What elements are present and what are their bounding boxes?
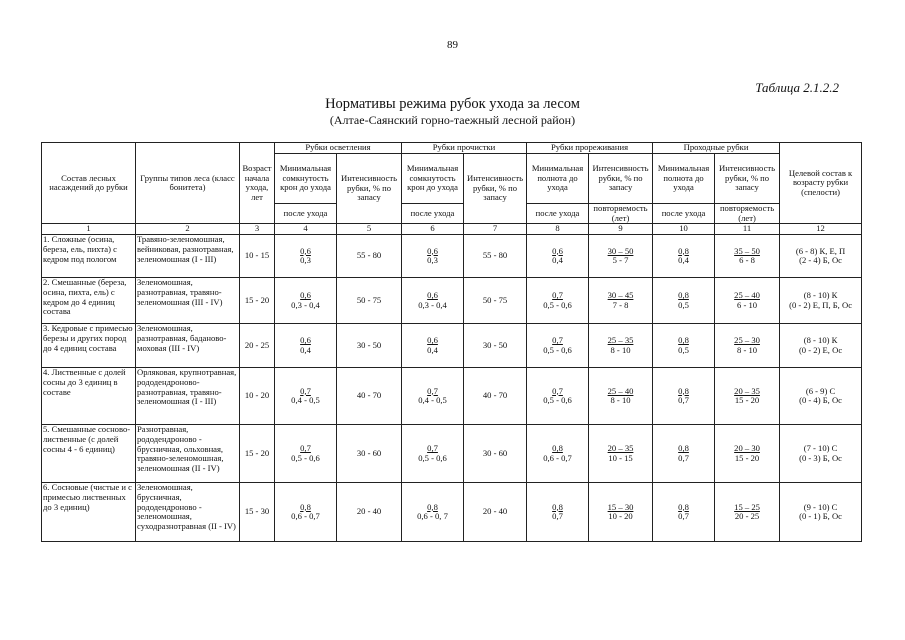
- cell-pro-closure-bottom: 0,4: [427, 344, 438, 355]
- header-prh-intensity: Интенсивность рубки, % по запасу: [715, 154, 780, 204]
- cell-start-age: 15 - 20: [240, 425, 275, 483]
- cell-osv-intensity: 50 - 75: [337, 278, 402, 324]
- column-number: 2: [136, 224, 240, 235]
- column-number: 4: [275, 224, 337, 235]
- cell-prz-density-top: 0,8: [552, 443, 563, 454]
- cell-prz-intensity: [589, 425, 653, 483]
- header-prz-min-density: Минимальная полнота до ухода: [527, 154, 589, 204]
- cell-pro-closure-bottom: 0,3: [427, 255, 438, 266]
- cell-osv-closure: [275, 324, 337, 368]
- column-number: 7: [464, 224, 527, 235]
- cell-start-age: 10 - 20: [240, 368, 275, 425]
- page-subtitle: (Алтае-Саянский горно-таежный лесной район): [329, 113, 576, 127]
- header-composition: Состав лесных насаждений до рубки: [42, 143, 136, 224]
- cell-target-admixture: (2 - 4) Б, Ос: [799, 255, 842, 266]
- header-group-prorezhivaniya: Рубки прореживания: [527, 143, 653, 154]
- header-prz-after: после ухода: [527, 204, 589, 224]
- cell-prh-density-bottom: 0,7: [678, 511, 689, 522]
- column-number: 12: [780, 224, 862, 235]
- cell-prh-density-top: 0,8: [678, 335, 689, 346]
- table-row: [42, 483, 862, 542]
- cell-prz-intensity: [589, 483, 653, 542]
- cell-prh-intensity: [715, 368, 780, 425]
- cell-composition: 3. Кедровые с примесью березы и других пород до 4 единиц состава: [42, 324, 136, 368]
- cell-composition: 5. Смешанные сосново-лиственные (с долей сосны 4 - 6 единиц): [42, 425, 136, 483]
- cell-prh-density-bottom: 0,4: [678, 255, 689, 266]
- cell-prz-density-top: 0,8: [552, 501, 563, 512]
- cell-target: [780, 368, 862, 425]
- cell-prh-density: [653, 483, 715, 542]
- cell-osv-closure-bottom: 0,6 - 0,7: [291, 511, 320, 522]
- cell-target-admixture: (0 - 4) Б, Ос: [799, 395, 842, 406]
- cell-osv-intensity: 30 - 60: [337, 425, 402, 483]
- cell-prh-density-bottom: 0,5: [678, 344, 689, 355]
- cell-prz-density: [527, 278, 589, 324]
- cell-target-main: (6 - 8) К, Е, П: [795, 245, 846, 256]
- page-title: Нормативы режима рубок ухода за лесом: [325, 96, 580, 112]
- cell-prz-intensity-bottom: 8 - 10: [610, 395, 631, 406]
- cell-prh-intensity-top: 35 – 50: [734, 245, 760, 256]
- header-target: Целевой состав к возрасту рубки (спелости): [780, 143, 862, 224]
- cell-prh-density: [653, 324, 715, 368]
- cell-osv-intensity: 40 - 70: [337, 368, 402, 425]
- cell-start-age: 10 - 15: [240, 235, 275, 278]
- cell-pro-closure-top: 0,6: [427, 290, 438, 301]
- cell-prz-intensity-top: 20 – 35: [607, 443, 634, 454]
- cell-prz-intensity: [589, 368, 653, 425]
- cell-target-main: (7 - 10) С: [803, 443, 838, 454]
- cell-prz-density-top: 0,7: [552, 290, 563, 301]
- table-row: [42, 425, 862, 483]
- cell-start-age: 15 - 30: [240, 483, 275, 542]
- header-forest-types: Группы типов леса (класс бонитета): [136, 143, 240, 224]
- cell-pro-intensity: 55 - 80: [464, 235, 527, 278]
- cell-prh-intensity-top: 25 – 40: [734, 290, 760, 301]
- cell-target-main: (8 - 10) К: [803, 290, 838, 301]
- cell-osv-closure: [275, 483, 337, 542]
- cell-prh-intensity-bottom: 8 - 10: [737, 344, 758, 355]
- header-prh-min-density: Минимальная полнота до ухода: [653, 154, 715, 204]
- cell-target: [780, 235, 862, 278]
- cell-prh-density: [653, 235, 715, 278]
- cell-prh-density-top: 0,8: [678, 245, 689, 256]
- cell-pro-closure: [402, 235, 464, 278]
- cell-osv-intensity: 30 - 50: [337, 324, 402, 368]
- norms-table: [41, 142, 862, 542]
- cell-pro-closure-bottom: 0,4 - 0,5: [418, 395, 447, 406]
- cell-pro-closure-top: 0,7: [427, 385, 438, 396]
- cell-prh-density-top: 0,8: [678, 443, 689, 454]
- cell-pro-closure-top: 0,6: [427, 245, 438, 256]
- cell-forest-types: Зеленомошная, разнотравная, баданово-моховая (III - IV): [136, 324, 240, 368]
- cell-prh-intensity: [715, 324, 780, 368]
- cell-forest-types: Зеленомошная, брусничная, рододендроново - зеленомошная, суходразнотравная (II - IV): [136, 483, 240, 542]
- header-prh-after: после ухода: [653, 204, 715, 224]
- cell-osv-closure-top: 0,6: [300, 290, 311, 301]
- cell-pro-closure: [402, 278, 464, 324]
- cell-composition: 2. Смешанные (береза, осина, пихта, ель) с кедром до 4 единиц состава: [42, 278, 136, 324]
- cell-prh-density: [653, 368, 715, 425]
- cell-prz-density-bottom: 0,5 - 0,6: [543, 395, 572, 406]
- table-label: Таблица 2.1.2.2: [755, 80, 839, 95]
- column-number: 11: [715, 224, 780, 235]
- cell-pro-intensity: 50 - 75: [464, 278, 527, 324]
- header-start-age: Возраст начала ухода, лет: [240, 143, 275, 224]
- table-row: [42, 278, 862, 324]
- cell-prz-intensity-top: 30 – 50: [607, 245, 634, 256]
- cell-prz-intensity-bottom: 10 - 20: [608, 511, 633, 522]
- cell-prz-density-top: 0,6: [552, 245, 563, 256]
- cell-prh-intensity-bottom: 6 - 8: [739, 255, 755, 266]
- header-osv-min-closure: Минимальная сомкнутость крон до ухода: [275, 154, 337, 204]
- header-group-osvetleniya: Рубки осветления: [275, 143, 402, 154]
- cell-prh-intensity-top: 25 – 30: [734, 335, 760, 346]
- cell-prh-intensity: [715, 278, 780, 324]
- header-pro-after: после ухода: [402, 204, 464, 224]
- cell-pro-closure: [402, 368, 464, 425]
- cell-prz-density: [527, 324, 589, 368]
- cell-pro-closure: [402, 425, 464, 483]
- cell-target-admixture: (0 - 2) Е, Ос: [798, 344, 843, 355]
- header-osv-after: после ухода: [275, 204, 337, 224]
- cell-pro-closure-bottom: 0,5 - 0,6: [418, 452, 447, 463]
- cell-composition: 4. Лиственные с долей сосны до 3 единиц в составе: [42, 368, 136, 425]
- cell-target: [780, 278, 862, 324]
- cell-osv-closure-bottom: 0,3 - 0,4: [291, 299, 320, 310]
- cell-prh-intensity-bottom: 15 - 20: [734, 452, 760, 463]
- cell-pro-intensity: 30 - 50: [464, 324, 527, 368]
- cell-prz-density: [527, 425, 589, 483]
- cell-prz-density: [527, 368, 589, 425]
- cell-prh-density: [653, 425, 715, 483]
- table-row: [42, 324, 862, 368]
- cell-pro-closure-top: 0,8: [427, 501, 438, 512]
- cell-prz-density-top: 0,7: [552, 335, 563, 346]
- cell-prz-density: [527, 483, 589, 542]
- cell-prh-intensity-top: 15 – 25: [734, 501, 760, 512]
- cell-prz-intensity: [589, 278, 653, 324]
- cell-prz-density-bottom: 0,7: [552, 511, 563, 522]
- column-number: 8: [527, 224, 589, 235]
- cell-prz-intensity-top: 15 – 30: [607, 501, 634, 512]
- table-row: [42, 235, 862, 278]
- cell-target: [780, 324, 862, 368]
- cell-target-main: (8 - 10) К: [803, 335, 838, 346]
- cell-osv-closure: [275, 425, 337, 483]
- header-prh-repeat: повторяемость (лет): [715, 204, 780, 224]
- header-group-prochistki: Рубки прочистки: [402, 143, 527, 154]
- cell-prh-density: [653, 278, 715, 324]
- header-prz-intensity: Интенсивность рубки, % по запасу: [589, 154, 653, 204]
- cell-osv-closure-top: 0,8: [300, 501, 311, 512]
- cell-pro-intensity: 40 - 70: [464, 368, 527, 425]
- cell-prh-density-bottom: 0,7: [678, 395, 689, 406]
- page-number: 89: [447, 39, 458, 51]
- header-pro-min-closure: Минимальная сомкнутость крон до ухода: [402, 154, 464, 204]
- column-number: 6: [402, 224, 464, 235]
- cell-osv-closure-top: 0,7: [300, 385, 311, 396]
- cell-pro-closure: [402, 483, 464, 542]
- cell-prz-intensity-bottom: 10 - 15: [608, 452, 633, 463]
- header-pro-intensity: Интенсивность рубки, % по запасу: [464, 154, 527, 224]
- cell-composition: 1. Сложные (осина, береза, ель, пихта) с кедром под пологом: [42, 235, 136, 278]
- cell-prh-intensity-top: 20 – 35: [734, 385, 760, 396]
- cell-prz-density: [527, 235, 589, 278]
- cell-osv-closure: [275, 278, 337, 324]
- cell-prz-intensity-bottom: 5 - 7: [612, 255, 629, 266]
- column-number: 1: [42, 224, 136, 235]
- cell-prh-intensity-top: 20 – 30: [734, 443, 760, 454]
- cell-prz-density-bottom: 0,6 - 0,7: [543, 452, 572, 463]
- cell-target-main: (6 - 9) С: [805, 385, 836, 396]
- cell-target-admixture: (0 - 2) Е, П, Б, Ос: [789, 299, 853, 310]
- cell-prz-density-top: 0,7: [552, 385, 563, 396]
- cell-osv-closure: [275, 368, 337, 425]
- header-prz-repeat: повторяемость (лет): [589, 204, 653, 224]
- cell-prh-intensity: [715, 425, 780, 483]
- cell-osv-closure-bottom: 0,3: [300, 255, 311, 266]
- cell-prz-intensity: [589, 235, 653, 278]
- cell-prz-density-bottom: 0,4: [552, 255, 563, 266]
- cell-forest-types: Травяно-зеленомошная, вейниковая, разнотравная, зеленомошная (I - III): [136, 235, 240, 278]
- cell-prh-intensity-bottom: 15 - 20: [734, 395, 760, 406]
- cell-osv-closure-top: 0,6: [300, 335, 311, 346]
- cell-osv-closure-top: 0,7: [300, 443, 311, 454]
- cell-target-main: (9 - 10) С: [803, 501, 838, 512]
- cell-forest-types: Орляковая, крупнотравная, рододендроново-разнотравная, травяно-зеленомошная (I - III): [136, 368, 240, 425]
- cell-osv-intensity: 20 - 40: [337, 483, 402, 542]
- cell-prh-intensity: [715, 235, 780, 278]
- cell-pro-closure: [402, 324, 464, 368]
- cell-composition: 6. Сосновые (чистые и с примесью лиственных до 3 единиц): [42, 483, 136, 542]
- cell-prz-density-bottom: 0,5 - 0,6: [543, 344, 572, 355]
- column-number: 5: [337, 224, 402, 235]
- cell-prh-density-top: 0,8: [678, 290, 689, 301]
- cell-prh-intensity-bottom: 6 - 10: [737, 299, 758, 310]
- column-number: 10: [653, 224, 715, 235]
- cell-prh-density-bottom: 0,7: [678, 452, 689, 463]
- cell-osv-intensity: 55 - 80: [337, 235, 402, 278]
- cell-target: [780, 425, 862, 483]
- cell-prh-intensity: [715, 483, 780, 542]
- cell-pro-closure-top: 0,6: [427, 335, 438, 346]
- cell-target: [780, 483, 862, 542]
- column-number: 3: [240, 224, 275, 235]
- cell-start-age: 20 - 25: [240, 324, 275, 368]
- header-osv-intensity: Интенсивность рубки, % по запасу: [337, 154, 402, 224]
- cell-pro-closure-bottom: 0,6 - 0, 7: [417, 511, 448, 522]
- cell-start-age: 15 - 20: [240, 278, 275, 324]
- cell-prz-density-bottom: 0,5 - 0,6: [543, 299, 572, 310]
- cell-target-admixture: (0 - 1) Б, Ос: [799, 511, 842, 522]
- cell-osv-closure-bottom: 0,5 - 0,6: [291, 452, 320, 463]
- cell-target-admixture: (0 - 3) Б, Ос: [799, 452, 842, 463]
- cell-prh-density-bottom: 0,5: [678, 299, 689, 310]
- cell-prz-intensity-top: 30 – 45: [607, 290, 634, 301]
- cell-osv-closure-top: 0,6: [300, 245, 311, 256]
- cell-prh-density-top: 0,8: [678, 385, 689, 396]
- cell-prz-intensity-top: 25 – 40: [607, 385, 634, 396]
- cell-forest-types: Разнотравная, рододендроново - брусничная, ольховная, травяно-зеленомошная, зеленомошная (II - IV): [136, 425, 240, 483]
- cell-pro-closure-bottom: 0,3 - 0,4: [418, 299, 447, 310]
- header-group-prokhodnye: Проходные рубки: [653, 143, 780, 154]
- cell-forest-types: Зеленомошная, разнотравная, травяно-зеленомошная (III - IV): [136, 278, 240, 324]
- cell-prz-intensity: [589, 324, 653, 368]
- cell-prh-intensity-bottom: 20 - 25: [734, 511, 760, 522]
- column-number-row: [42, 224, 862, 235]
- table-row: [42, 368, 862, 425]
- cell-pro-intensity: 30 - 60: [464, 425, 527, 483]
- cell-prz-intensity-bottom: 8 - 10: [610, 344, 631, 355]
- cell-prz-intensity-top: 25 – 35: [607, 335, 634, 346]
- cell-osv-closure-bottom: 0,4 - 0,5: [291, 395, 320, 406]
- cell-prh-density-top: 0,8: [678, 501, 689, 512]
- cell-pro-closure-top: 0,7: [427, 443, 438, 454]
- column-number: 9: [589, 224, 653, 235]
- cell-pro-intensity: 20 - 40: [464, 483, 527, 542]
- cell-prz-intensity-bottom: 7 - 8: [612, 299, 629, 310]
- cell-osv-closure: [275, 235, 337, 278]
- cell-osv-closure-bottom: 0,4: [300, 344, 311, 355]
